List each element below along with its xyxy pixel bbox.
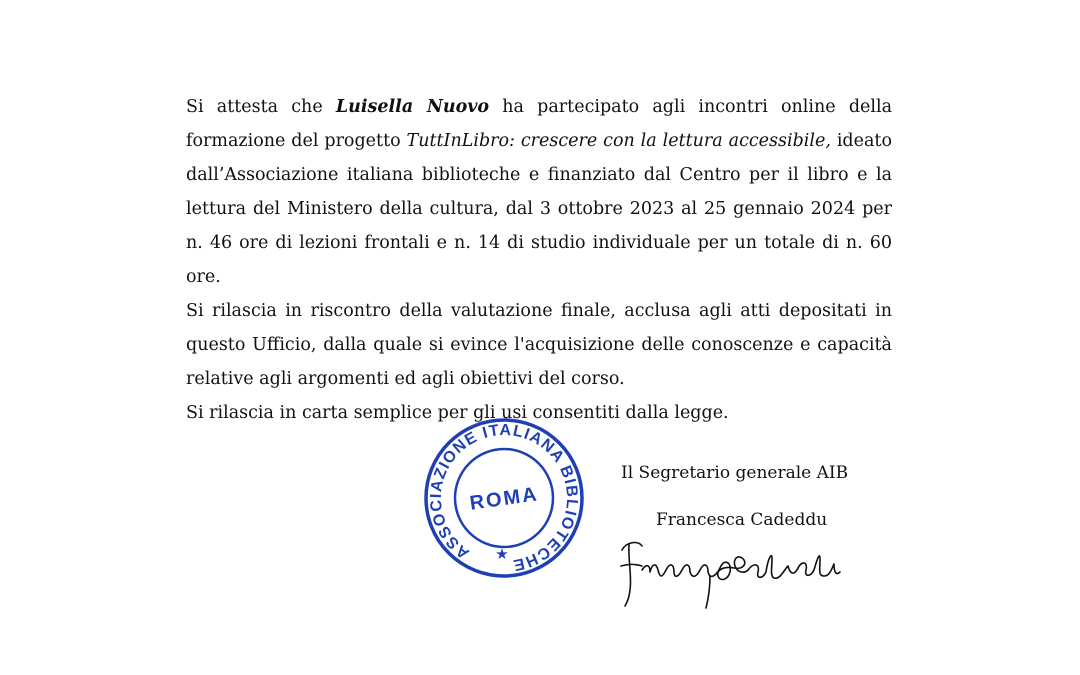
- stamp-center-text: ROMA: [468, 483, 540, 515]
- attestation-intro: Si attesta che: [186, 97, 336, 117]
- attestation-details: ideato dall’Associazione italiana biblioteche e finanziato dal Centro per il libro e la lettura del Ministero della cultura, dal 3 ottobre 2023 al 25 gennaio 2024 per n. 46 ore di lezioni frontali e n. 14 di studio individuale per un totale di n. 60 ore.: [186, 131, 892, 287]
- project-title: TuttInLibro: crescere con la lettura accessibile,: [406, 131, 831, 151]
- stamp-ring-text: ASSOCIAZIONE ITALIANA BIBLIOTECHE: [427, 421, 581, 574]
- paragraph-evaluation: Si rilascia in riscontro della valutazione finale, acclusa agli atti depositati in questo Ufficio, dalla quale si evince l'acquisizione delle conoscenze e capacità relative agli argomenti ed agli obiettivi del corso.: [186, 301, 892, 389]
- paragraph-attestation: [186, 90, 892, 294]
- paragraph-usage: Si rilascia in carta semplice per gli usi consentiti dalla legge.: [186, 403, 729, 423]
- signatory-name: Francesca Cadeddu: [656, 510, 828, 530]
- handwritten-signature: [612, 528, 844, 610]
- signatory-role: Il Segretario generale AIB: [621, 463, 849, 483]
- participant-name: Luisella Nuovo: [335, 97, 490, 117]
- attestation-text: ha partecipato agli incontri online della formazione del progetto: [186, 97, 892, 151]
- certificate-body: [186, 90, 892, 430]
- stamp-star-icon: ★: [495, 545, 509, 563]
- association-stamp: [423, 417, 585, 579]
